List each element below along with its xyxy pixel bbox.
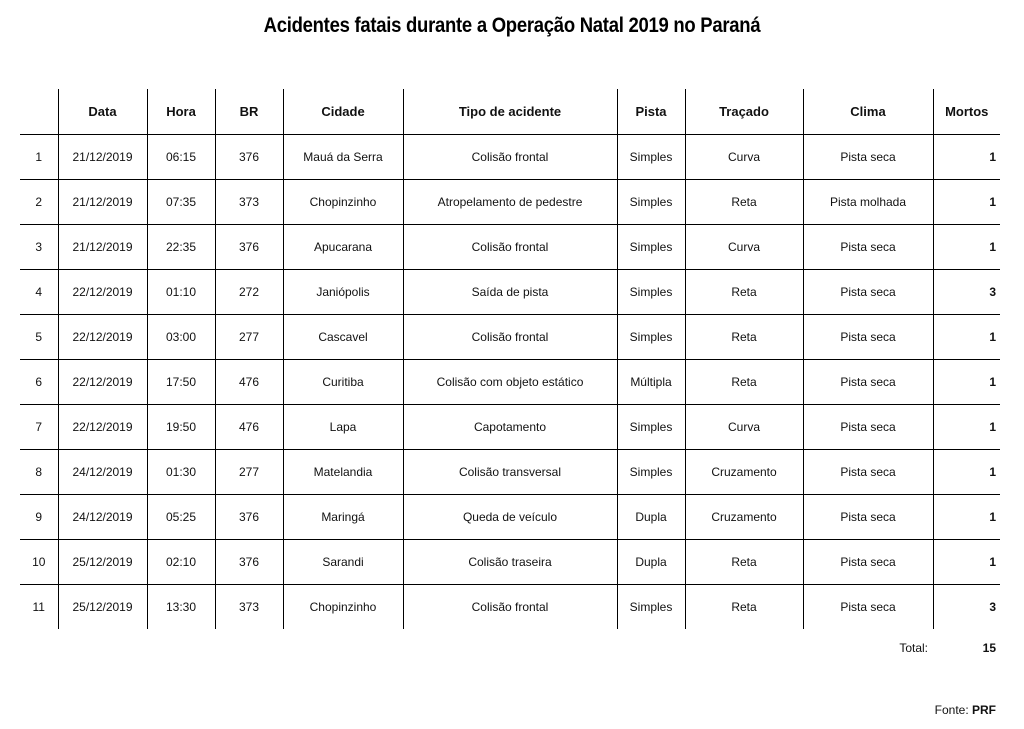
total-value: 15 bbox=[982, 641, 996, 655]
column-header-hora: Hora bbox=[147, 89, 215, 135]
cell-br: 272 bbox=[215, 270, 283, 315]
cell-tracado: Curva bbox=[685, 405, 803, 450]
cell-mortos: 1 bbox=[933, 135, 1000, 180]
cell-tracado: Cruzamento bbox=[685, 450, 803, 495]
cell-tipo-de-acidente: Colisão frontal bbox=[403, 315, 617, 360]
cell-pista: Simples bbox=[617, 225, 685, 270]
cell-mortos: 3 bbox=[933, 585, 1000, 630]
cell-cidade: Lapa bbox=[283, 405, 403, 450]
cell-pista: Dupla bbox=[617, 495, 685, 540]
cell-pista: Simples bbox=[617, 315, 685, 360]
cell-br: 376 bbox=[215, 135, 283, 180]
cell-pista: Simples bbox=[617, 405, 685, 450]
cell-tipo-de-acidente: Queda de veículo bbox=[403, 495, 617, 540]
cell-cidade: Mauá da Serra bbox=[283, 135, 403, 180]
cell-index: 10 bbox=[20, 540, 58, 585]
cell-hora: 13:30 bbox=[147, 585, 215, 630]
cell-pista: Simples bbox=[617, 180, 685, 225]
cell-br: 376 bbox=[215, 495, 283, 540]
cell-mortos: 1 bbox=[933, 180, 1000, 225]
cell-tracado: Reta bbox=[685, 315, 803, 360]
cell-data: 22/12/2019 bbox=[58, 270, 147, 315]
column-header-cidade: Cidade bbox=[283, 89, 403, 135]
cell-data: 22/12/2019 bbox=[58, 405, 147, 450]
column-header-pista: Pista bbox=[617, 89, 685, 135]
cell-tipo-de-acidente: Colisão frontal bbox=[403, 225, 617, 270]
cell-index: 9 bbox=[20, 495, 58, 540]
source-name: PRF bbox=[972, 703, 996, 717]
cell-hora: 05:25 bbox=[147, 495, 215, 540]
table-row bbox=[20, 315, 1000, 360]
table-row bbox=[20, 270, 1000, 315]
cell-tipo-de-acidente: Saída de pista bbox=[403, 270, 617, 315]
cell-hora: 22:35 bbox=[147, 225, 215, 270]
total-label: Total: bbox=[899, 641, 928, 655]
column-header-clima: Clima bbox=[803, 89, 933, 135]
table-body bbox=[20, 135, 1000, 630]
cell-cidade: Apucarana bbox=[283, 225, 403, 270]
cell-tracado: Reta bbox=[685, 585, 803, 630]
cell-tipo-de-acidente: Colisão frontal bbox=[403, 135, 617, 180]
cell-mortos: 1 bbox=[933, 540, 1000, 585]
cell-br: 376 bbox=[215, 225, 283, 270]
source-prefix: Fonte: bbox=[934, 703, 972, 717]
column-header-tracado: Traçado bbox=[685, 89, 803, 135]
cell-tipo-de-acidente: Atropelamento de pedestre bbox=[403, 180, 617, 225]
cell-br: 476 bbox=[215, 405, 283, 450]
cell-tracado: Reta bbox=[685, 540, 803, 585]
cell-mortos: 1 bbox=[933, 450, 1000, 495]
cell-data: 24/12/2019 bbox=[58, 495, 147, 540]
cell-data: 24/12/2019 bbox=[58, 450, 147, 495]
table-row bbox=[20, 585, 1000, 630]
cell-cidade: Matelandia bbox=[283, 450, 403, 495]
cell-tracado: Cruzamento bbox=[685, 495, 803, 540]
cell-pista: Simples bbox=[617, 450, 685, 495]
column-header-data: Data bbox=[58, 89, 147, 135]
cell-clima: Pista seca bbox=[803, 315, 933, 360]
cell-tracado: Reta bbox=[685, 270, 803, 315]
cell-data: 25/12/2019 bbox=[58, 540, 147, 585]
table-row bbox=[20, 225, 1000, 270]
column-header-index bbox=[20, 89, 58, 135]
cell-cidade: Curitiba bbox=[283, 360, 403, 405]
cell-clima: Pista seca bbox=[803, 135, 933, 180]
cell-pista: Simples bbox=[617, 585, 685, 630]
cell-tipo-de-acidente: Colisão frontal bbox=[403, 585, 617, 630]
cell-cidade: Cascavel bbox=[283, 315, 403, 360]
cell-data: 22/12/2019 bbox=[58, 360, 147, 405]
cell-index: 1 bbox=[20, 135, 58, 180]
cell-tracado: Reta bbox=[685, 180, 803, 225]
cell-hora: 01:10 bbox=[147, 270, 215, 315]
cell-clima: Pista molhada bbox=[803, 180, 933, 225]
cell-index: 5 bbox=[20, 315, 58, 360]
cell-clima: Pista seca bbox=[803, 225, 933, 270]
table-row bbox=[20, 405, 1000, 450]
cell-tracado: Reta bbox=[685, 360, 803, 405]
cell-clima: Pista seca bbox=[803, 405, 933, 450]
cell-cidade: Chopinzinho bbox=[283, 180, 403, 225]
table-row bbox=[20, 450, 1000, 495]
accidents-table bbox=[20, 89, 1000, 629]
column-header-tipo-de-acidente: Tipo de acidente bbox=[403, 89, 617, 135]
table-row bbox=[20, 540, 1000, 585]
cell-mortos: 1 bbox=[933, 495, 1000, 540]
table-header-row bbox=[20, 89, 1000, 135]
cell-mortos: 1 bbox=[933, 225, 1000, 270]
cell-cidade: Sarandi bbox=[283, 540, 403, 585]
cell-pista: Simples bbox=[617, 270, 685, 315]
cell-index: 7 bbox=[20, 405, 58, 450]
source-credit bbox=[880, 703, 996, 717]
table-row bbox=[20, 180, 1000, 225]
cell-hora: 19:50 bbox=[147, 405, 215, 450]
cell-index: 11 bbox=[32, 600, 45, 614]
cell-data: 21/12/2019 bbox=[58, 180, 147, 225]
cell-tipo-de-acidente: Colisão transversal bbox=[403, 450, 617, 495]
cell-br: 376 bbox=[215, 540, 283, 585]
table-row bbox=[20, 495, 1000, 540]
cell-index: 4 bbox=[20, 270, 58, 315]
cell-hora: 03:00 bbox=[147, 315, 215, 360]
cell-cidade: Maringá bbox=[283, 495, 403, 540]
cell-hora: 17:50 bbox=[147, 360, 215, 405]
page-title: Acidentes fatais durante a Operação Natal 2019 no Paraná bbox=[263, 14, 761, 37]
cell-hora: 01:30 bbox=[147, 450, 215, 495]
cell-tracado: Curva bbox=[685, 135, 803, 180]
cell-cidade: Chopinzinho bbox=[283, 585, 403, 630]
cell-pista: Dupla bbox=[617, 540, 685, 585]
cell-data: 21/12/2019 bbox=[58, 135, 147, 180]
cell-data: 22/12/2019 bbox=[58, 315, 147, 360]
cell-br: 277 bbox=[215, 450, 283, 495]
cell-clima: Pista seca bbox=[803, 270, 933, 315]
cell-index: 3 bbox=[20, 225, 58, 270]
cell-clima: Pista seca bbox=[803, 495, 933, 540]
cell-hora: 07:35 bbox=[147, 180, 215, 225]
cell-index: 8 bbox=[20, 450, 58, 495]
cell-mortos: 1 bbox=[933, 360, 1000, 405]
cell-br: 476 bbox=[215, 360, 283, 405]
cell-clima: Pista seca bbox=[803, 360, 933, 405]
cell-hora: 06:15 bbox=[147, 135, 215, 180]
cell-clima: Pista seca bbox=[803, 450, 933, 495]
cell-br: 373 bbox=[215, 180, 283, 225]
cell-index: 2 bbox=[20, 180, 58, 225]
cell-mortos: 3 bbox=[933, 270, 1000, 315]
column-header-br: BR bbox=[215, 89, 283, 135]
cell-mortos: 1 bbox=[933, 405, 1000, 450]
cell-index: 6 bbox=[20, 360, 58, 405]
cell-data: 25/12/2019 bbox=[58, 585, 147, 630]
cell-data: 21/12/2019 bbox=[58, 225, 147, 270]
cell-cidade: Janiópolis bbox=[283, 270, 403, 315]
cell-br: 277 bbox=[215, 315, 283, 360]
cell-tipo-de-acidente: Colisão traseira bbox=[403, 540, 617, 585]
cell-br: 373 bbox=[215, 585, 283, 630]
cell-tipo-de-acidente: Colisão com objeto estático bbox=[403, 360, 617, 405]
cell-clima: Pista seca bbox=[803, 585, 933, 630]
cell-tipo-de-acidente: Capotamento bbox=[403, 405, 617, 450]
cell-hora: 02:10 bbox=[147, 540, 215, 585]
cell-pista: Simples bbox=[617, 135, 685, 180]
cell-tracado: Curva bbox=[685, 225, 803, 270]
column-header-mortos: Mortos bbox=[933, 89, 1000, 135]
cell-mortos: 1 bbox=[933, 315, 1000, 360]
cell-clima: Pista seca bbox=[803, 540, 933, 585]
table-row bbox=[20, 360, 1000, 405]
cell-pista: Múltipla bbox=[617, 360, 685, 405]
table-row bbox=[20, 135, 1000, 180]
